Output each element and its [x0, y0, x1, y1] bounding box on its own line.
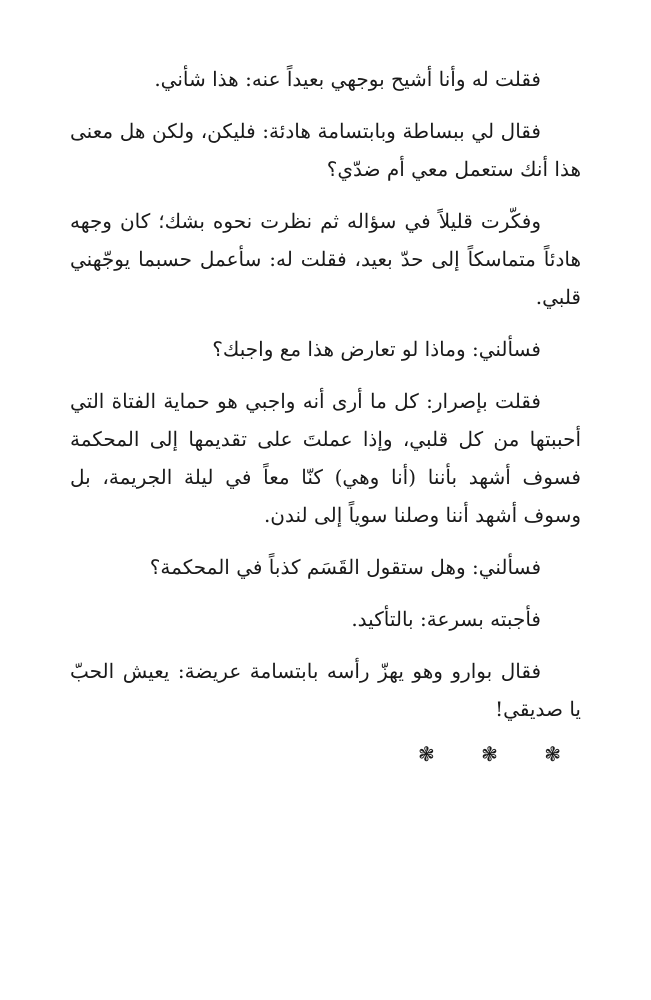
- paragraph-3: وفكّرت قليلاً في سؤاله ثم نظرت نحوه بشك؛ كان وجهه هادئاً متماسكاً إلى حدّ بعيد، فقلت له: سأعمل حسبما يوجّهني قلبي.: [70, 209, 581, 309]
- paragraph-1: فقلت له وأنا أشيح بوجهي بعيداً عنه: هذا شأني.: [154, 67, 541, 91]
- flower-ornament-icon: ❃: [544, 742, 575, 766]
- flower-ornament-icon: ❃: [481, 742, 512, 766]
- page-body: [70, 60, 581, 766]
- paragraph-7: فأجبته بسرعة: بالتأكيد.: [351, 607, 541, 631]
- flower-ornament-icon: ❃: [417, 742, 449, 766]
- paragraph-2: فقال لي ببساطة وبابتسامة هادئة: فليكن، ولكن هل معنى هذا أنك ستعمل معي أم ضدّي؟: [70, 119, 581, 181]
- paragraph-4: فسألني: وماذا لو تعارض هذا مع واجبك؟: [212, 337, 541, 361]
- paragraph-8: فقال بوارو وهو يهزّ رأسه بابتسامة عريضة: يعيش الحبّ يا صديقي!: [70, 659, 581, 721]
- paragraph-6: فسألني: وهل ستقول القَسَم كذباً في المحكمة؟: [149, 555, 541, 579]
- paragraph-5: فقلت بإصرار: كل ما أرى أنه واجبي هو حماية الفتاة التي أحببتها من كل قلبي، وإذا عملتَ على تقديمها إلى المحكمة فسوف أشهد بأننا (أنا وهي) كنّا معاً في ليلة الجريمة، بل وسوف أشهد أننا وصلنا سوياً إلى لندن.: [70, 389, 581, 527]
- section-separator: [70, 742, 581, 766]
